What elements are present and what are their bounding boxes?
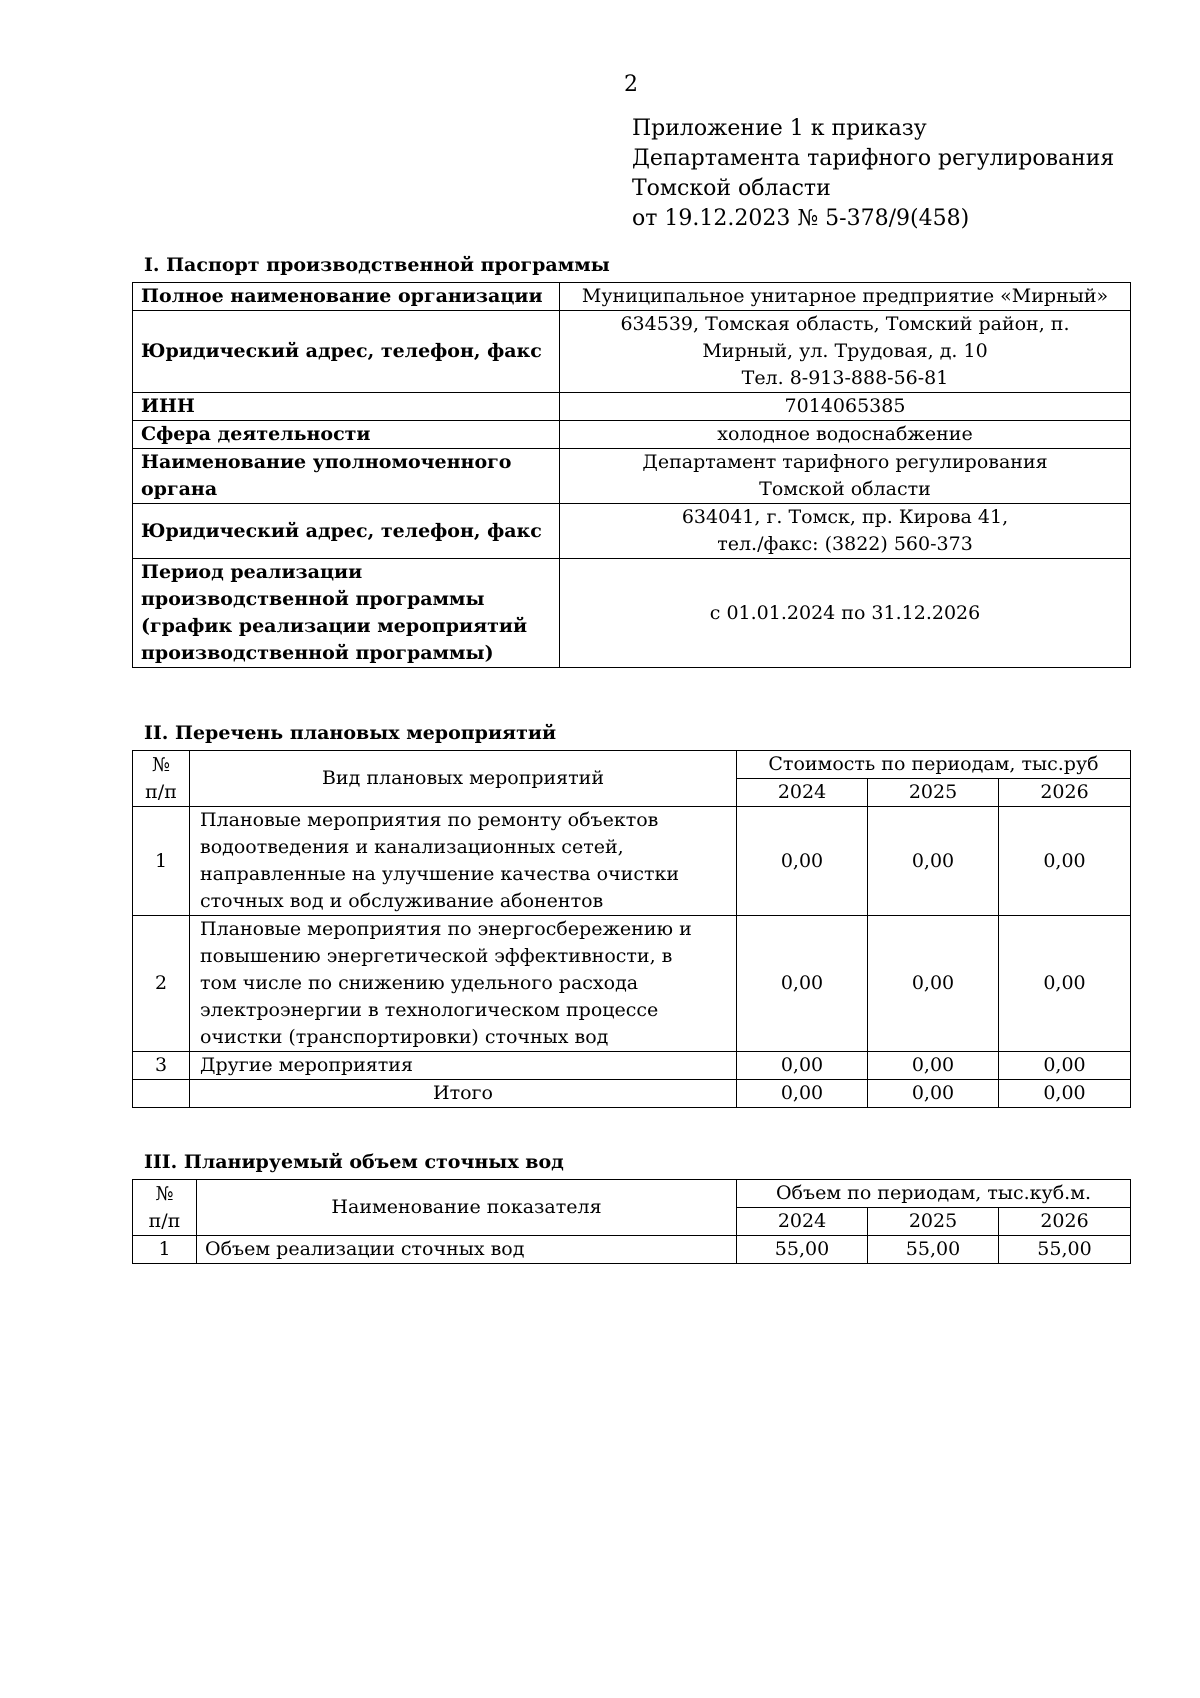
year-header: 2025 xyxy=(868,1208,999,1236)
passport-value-line: 634041, г. Томск, пр. Кирова 41, xyxy=(681,506,1009,528)
passport-label-line: производственной программы) xyxy=(141,642,494,664)
cost-value: 0,00 xyxy=(999,807,1131,916)
volume-value: 55,00 xyxy=(868,1236,999,1264)
measure-name-line: Плановые мероприятия по энергосбережению и xyxy=(200,918,692,940)
table-header-row xyxy=(133,1180,1131,1208)
year-header: 2024 xyxy=(737,779,868,807)
table-row xyxy=(133,421,1131,449)
passport-value-line: Мирный, ул. Трудовая, д. 10 xyxy=(702,340,988,362)
table-row xyxy=(133,449,1131,504)
measure-name-line: направленные на улучшение качества очистки xyxy=(200,863,680,885)
cost-header: Стоимость по периодам, тыс.руб xyxy=(737,751,1131,779)
row-number: 1 xyxy=(133,807,190,916)
measure-name xyxy=(190,807,737,916)
appendix-line-4: от 19.12.2023 № 5-378/9(458) xyxy=(632,206,970,231)
passport-label-line: органа xyxy=(141,478,218,500)
cost-value: 0,00 xyxy=(999,916,1131,1052)
num-header-line: п/п xyxy=(148,1209,181,1232)
table-row xyxy=(133,393,1131,421)
passport-value-line: 634539, Томская область, Томский район, п. xyxy=(620,313,1070,335)
passport-value: Муниципальное унитарное предприятие «Мирный» xyxy=(560,283,1131,311)
page-number: 2 xyxy=(624,72,638,97)
cost-value: 0,00 xyxy=(999,1052,1131,1080)
passport-value: холодное водоснабжение xyxy=(560,421,1131,449)
table-row xyxy=(133,311,1131,393)
row-number: 3 xyxy=(133,1052,190,1080)
passport-value: 7014065385 xyxy=(560,393,1131,421)
section-2-title: II. Перечень плановых мероприятий xyxy=(144,722,557,744)
indicator-name: Объем реализации сточных вод xyxy=(197,1236,737,1264)
table-total-row xyxy=(133,1080,1131,1108)
passport-label-line: (график реализации мероприятий xyxy=(141,615,528,637)
total-value: 0,00 xyxy=(868,1080,999,1108)
cost-value: 0,00 xyxy=(868,807,999,916)
measure-name-line: том числе по снижению удельного расхода xyxy=(200,972,639,994)
cost-value: 0,00 xyxy=(737,807,868,916)
num-header-line: № xyxy=(152,753,170,776)
passport-value-line: Тел. 8-913-888-56-81 xyxy=(741,367,949,389)
table-header-row xyxy=(133,751,1131,779)
passport-value-line: Департамент тарифного регулирования xyxy=(642,451,1048,473)
appendix-line-2: Департамента тарифного регулирования xyxy=(632,146,1115,171)
table-row xyxy=(133,807,1131,916)
year-header: 2024 xyxy=(737,1208,868,1236)
total-empty-cell xyxy=(133,1080,190,1108)
year-header: 2025 xyxy=(868,779,999,807)
passport-label-line: Период реализации xyxy=(141,561,363,583)
passport-label xyxy=(133,559,560,668)
indicator-name-header: Наименование показателя xyxy=(197,1180,737,1236)
volume-header: Объем по периодам, тыс.куб.м. xyxy=(737,1180,1131,1208)
section-3-title: III. Планируемый объем сточных вод xyxy=(144,1151,564,1173)
total-value: 0,00 xyxy=(737,1080,868,1108)
table-row xyxy=(133,1236,1131,1264)
year-header: 2026 xyxy=(999,779,1131,807)
passport-label: Юридический адрес, телефон, факс xyxy=(133,504,560,559)
num-header xyxy=(133,1180,197,1236)
passport-value xyxy=(560,449,1131,504)
table-row xyxy=(133,283,1131,311)
passport-label: Полное наименование организации xyxy=(133,283,560,311)
row-number: 1 xyxy=(133,1236,197,1264)
passport-label: Юридический адрес, телефон, факс xyxy=(133,311,560,393)
appendix-line-3: Томской области xyxy=(632,176,831,201)
appendix-line-1: Приложение 1 к приказу xyxy=(632,116,927,141)
measure-name-line: электроэнергии в технологическом процессе xyxy=(200,999,659,1021)
passport-label-line: производственной программы xyxy=(141,588,485,610)
volume-value: 55,00 xyxy=(737,1236,868,1264)
cost-value: 0,00 xyxy=(737,916,868,1052)
volume-value: 55,00 xyxy=(999,1236,1131,1264)
passport-value xyxy=(560,311,1131,393)
passport-label xyxy=(133,449,560,504)
passport-value xyxy=(560,504,1131,559)
measure-name: Другие мероприятия xyxy=(190,1052,737,1080)
table-row xyxy=(133,916,1131,1052)
section-1-title: I. Паспорт производственной программы xyxy=(144,254,610,276)
cost-value: 0,00 xyxy=(737,1052,868,1080)
measure-name xyxy=(190,916,737,1052)
total-label: Итого xyxy=(190,1080,737,1108)
cost-value: 0,00 xyxy=(868,1052,999,1080)
measure-name-line: водоотведения и канализационных сетей, xyxy=(200,836,624,858)
passport-label: ИНН xyxy=(133,393,560,421)
measure-name-line: сточных вод и обслуживание абонентов xyxy=(200,890,604,912)
passport-value-line: Томской области xyxy=(759,478,931,500)
table-row xyxy=(133,559,1131,668)
measure-name-line: повышению энергетической эффективности, в xyxy=(200,945,673,967)
measure-name-line: очистки (транспортировки) сточных вод xyxy=(200,1026,609,1048)
passport-table xyxy=(132,282,1131,668)
passport-label: Сфера деятельности xyxy=(133,421,560,449)
measure-name-header: Вид плановых мероприятий xyxy=(190,751,737,807)
measure-name-line: Плановые мероприятия по ремонту объектов xyxy=(200,809,659,831)
passport-label-line: Наименование уполномоченного xyxy=(141,451,512,473)
passport-value-line: тел./факс: (3822) 560-373 xyxy=(717,533,973,555)
table-row xyxy=(133,504,1131,559)
num-header-line: № xyxy=(155,1182,174,1205)
num-header xyxy=(133,751,190,807)
row-number: 2 xyxy=(133,916,190,1052)
volume-table xyxy=(132,1179,1131,1264)
year-header: 2026 xyxy=(999,1208,1131,1236)
measures-table xyxy=(132,750,1131,1108)
table-row xyxy=(133,1052,1131,1080)
appendix-header xyxy=(632,114,1114,234)
passport-value: с 01.01.2024 по 31.12.2026 xyxy=(560,559,1131,668)
num-header-line: п/п xyxy=(145,780,177,803)
total-value: 0,00 xyxy=(999,1080,1131,1108)
cost-value: 0,00 xyxy=(868,916,999,1052)
